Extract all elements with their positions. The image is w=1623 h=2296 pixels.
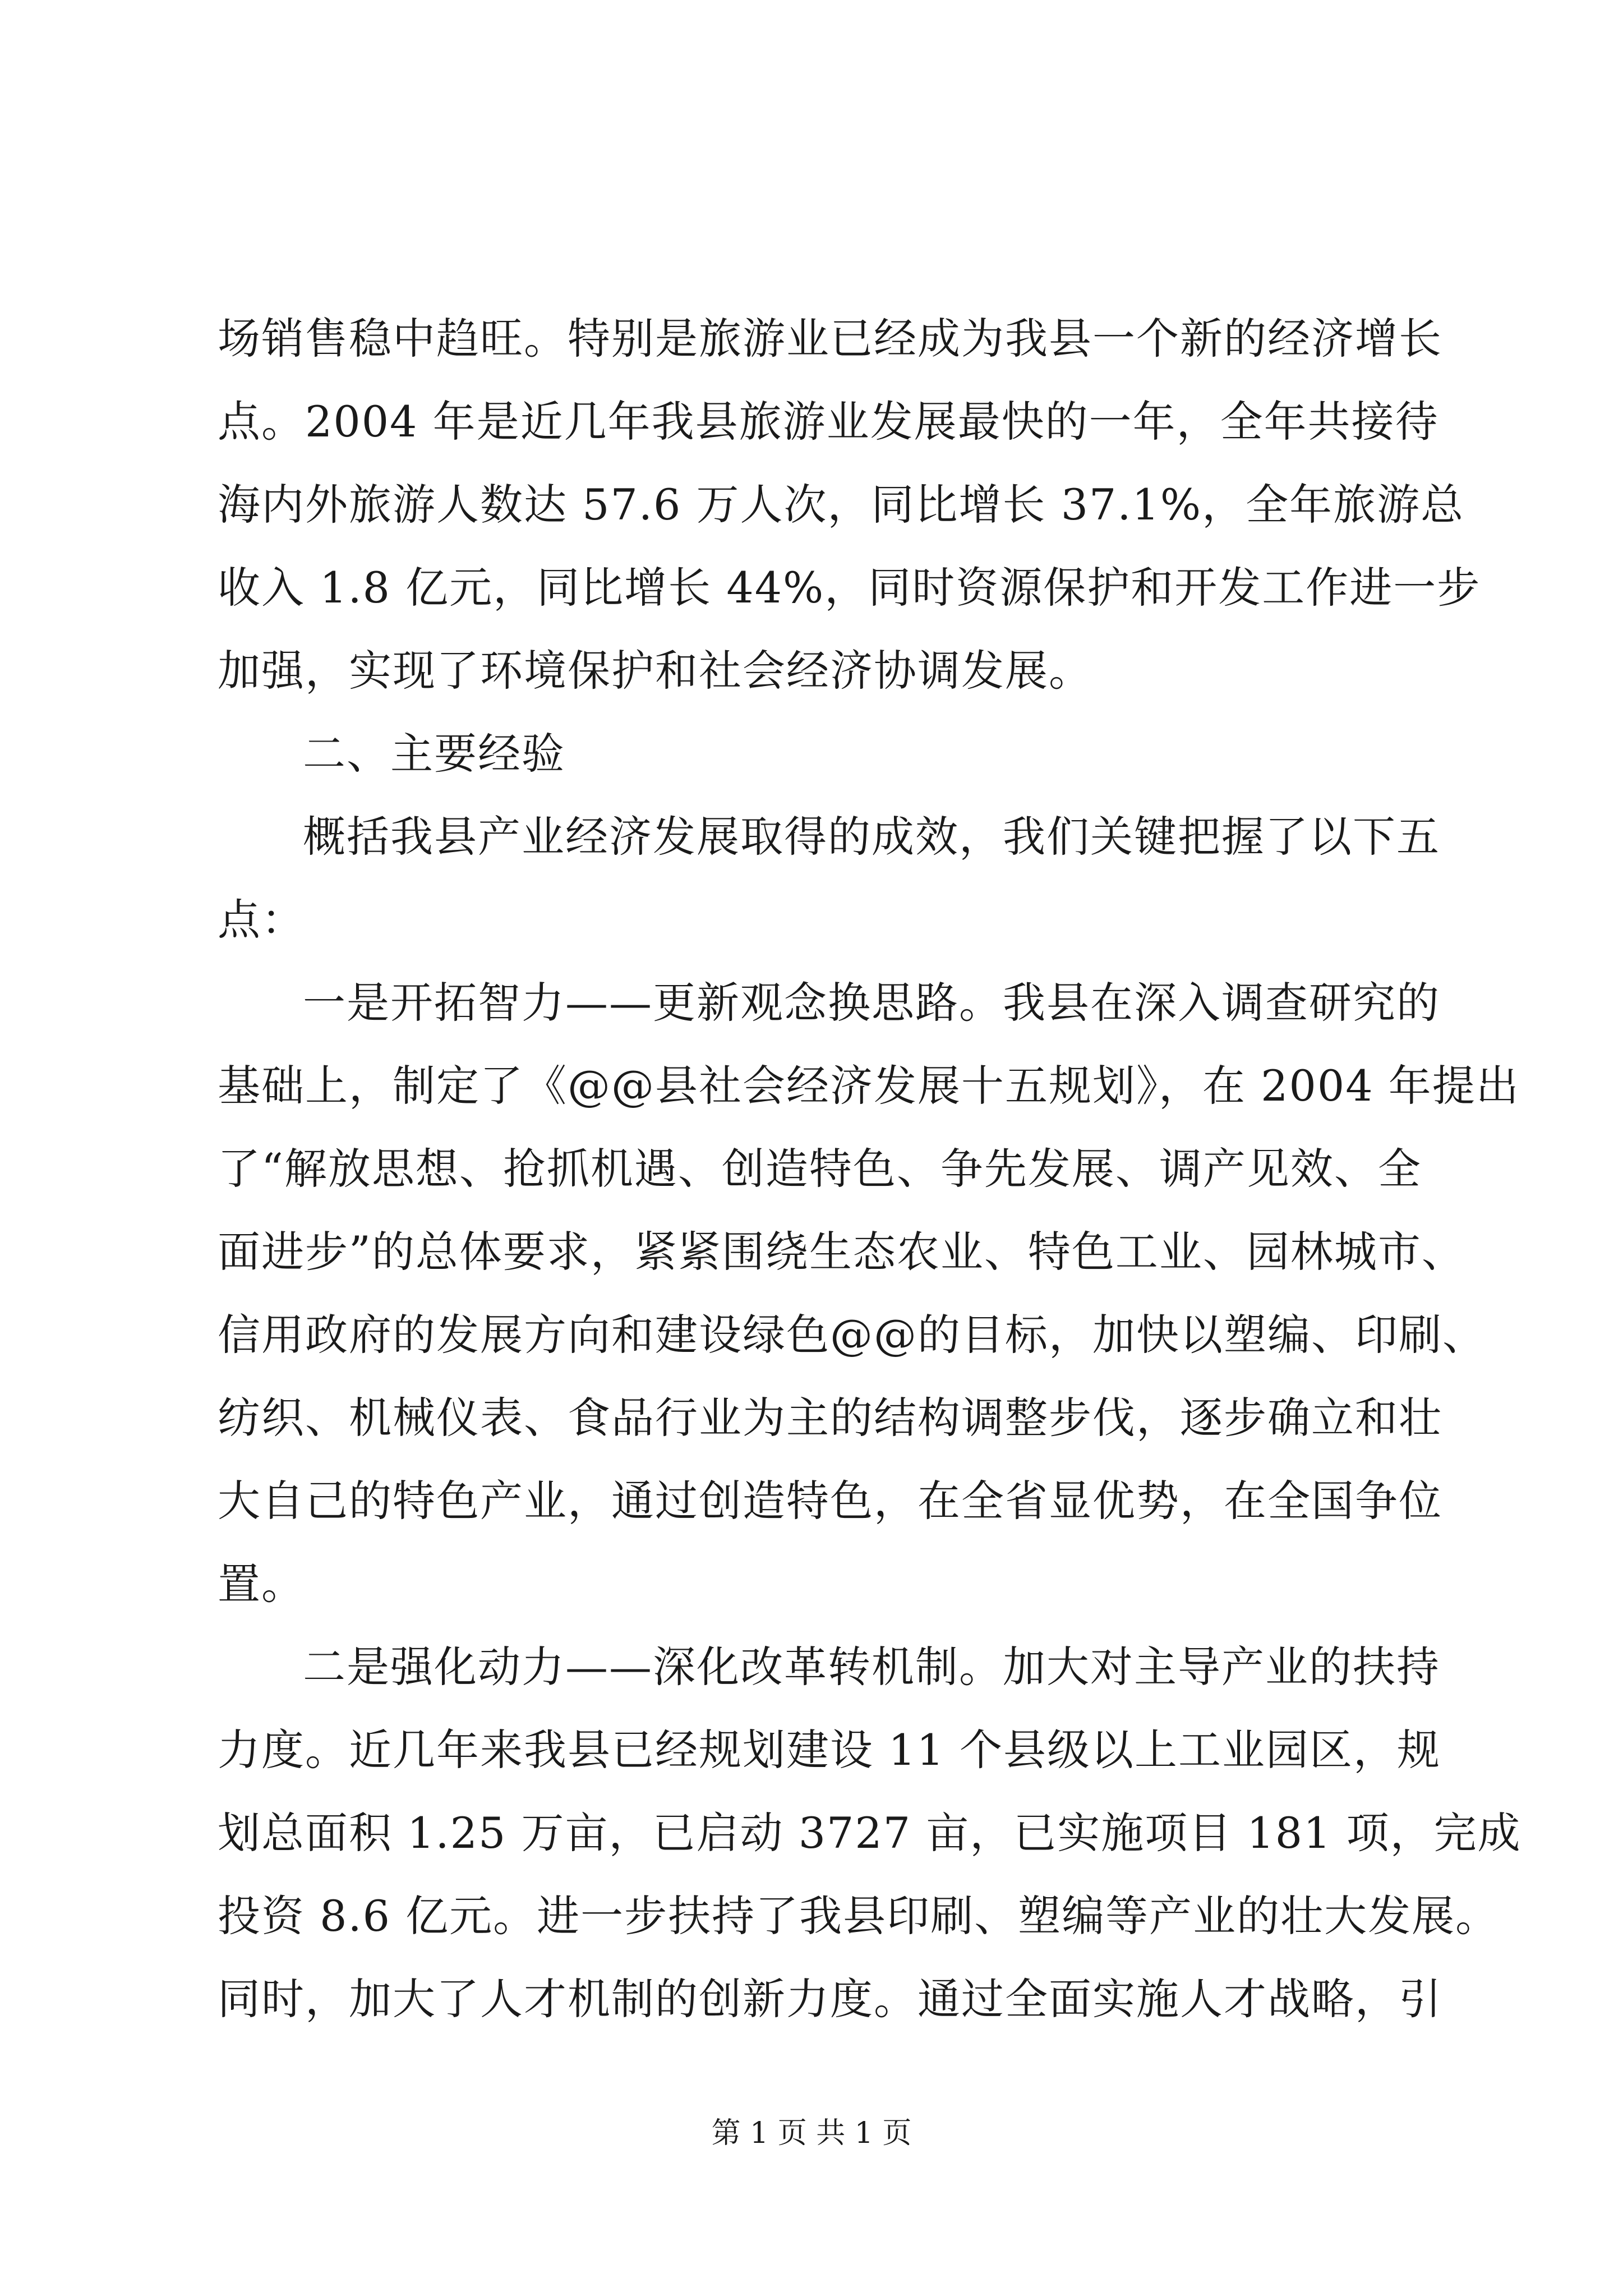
text-line: 同时，加大了人才机制的创新力度。通过全面实施人才战略，引 [218, 1974, 1442, 2024]
text-line: 了“解放思想、抢抓机遇、创造特色、争先发展、调产见效、全 [218, 1144, 1422, 1194]
text-line: 二是强化动力——深化改革转机制。加大对主导产业的扶持 [303, 1642, 1440, 1692]
text-line: 概括我县产业经济发展取得的成效，我们关键把握了以下五 [303, 812, 1440, 862]
text-line: 投资 8.6 亿元。进一步扶持了我县印刷、塑编等产业的壮大发展。 [218, 1891, 1500, 1941]
text-line: 加强，实现了环境保护和社会经济协调发展。 [218, 646, 1092, 696]
document-body [218, 297, 1521, 2041]
text-line: 一是开拓智力——更新观念换思路。我县在深入调查研究的 [303, 978, 1440, 1028]
text-line: 面进步”的总体要求，紧紧围绕生态农业、特色工业、园林城市、 [218, 1227, 1465, 1277]
text-line: 海内外旅游人数达 57.6 万人次，同比增长 37.1%，全年旅游总 [218, 480, 1465, 530]
text-line: 力度。近几年来我县已经规划建设 11 个县级以上工业园区，规 [218, 1725, 1441, 1775]
text-line: 基础上，制定了《@@县社会经济发展十五规划》，在 2004 年提出 [218, 1061, 1520, 1111]
text-line: 点。2004 年是近几年我县旅游业发展最快的一年，全年共接待 [218, 397, 1439, 447]
text-line: 划总面积 1.25 万亩，已启动 3727 亩，已实施项目 181 项，完成 [218, 1808, 1521, 1858]
text-line: 大自己的特色产业，通过创造特色，在全省显优势，在全国争位 [218, 1476, 1442, 1526]
text-line: 场销售稳中趋旺。特别是旅游业已经成为我县一个新的经济增长 [218, 314, 1442, 364]
text-line: 置。 [218, 1559, 305, 1609]
text-line: 点： [218, 895, 305, 945]
page-number-label: 第 1 页 共 1 页 [711, 2116, 912, 2150]
section-heading: 二、主要经验 [303, 729, 565, 779]
text-line: 收入 1.8 亿元，同比增长 44%，同时资源保护和开发工作进一步 [218, 563, 1481, 613]
text-line: 信用政府的发展方向和建设绿色@@的目标，加快以塑编、印刷、 [218, 1310, 1486, 1360]
page-footer [0, 2114, 1623, 2153]
text-line: 纺织、机械仪表、食品行业为主的结构调整步伐，逐步确立和壮 [218, 1393, 1442, 1443]
